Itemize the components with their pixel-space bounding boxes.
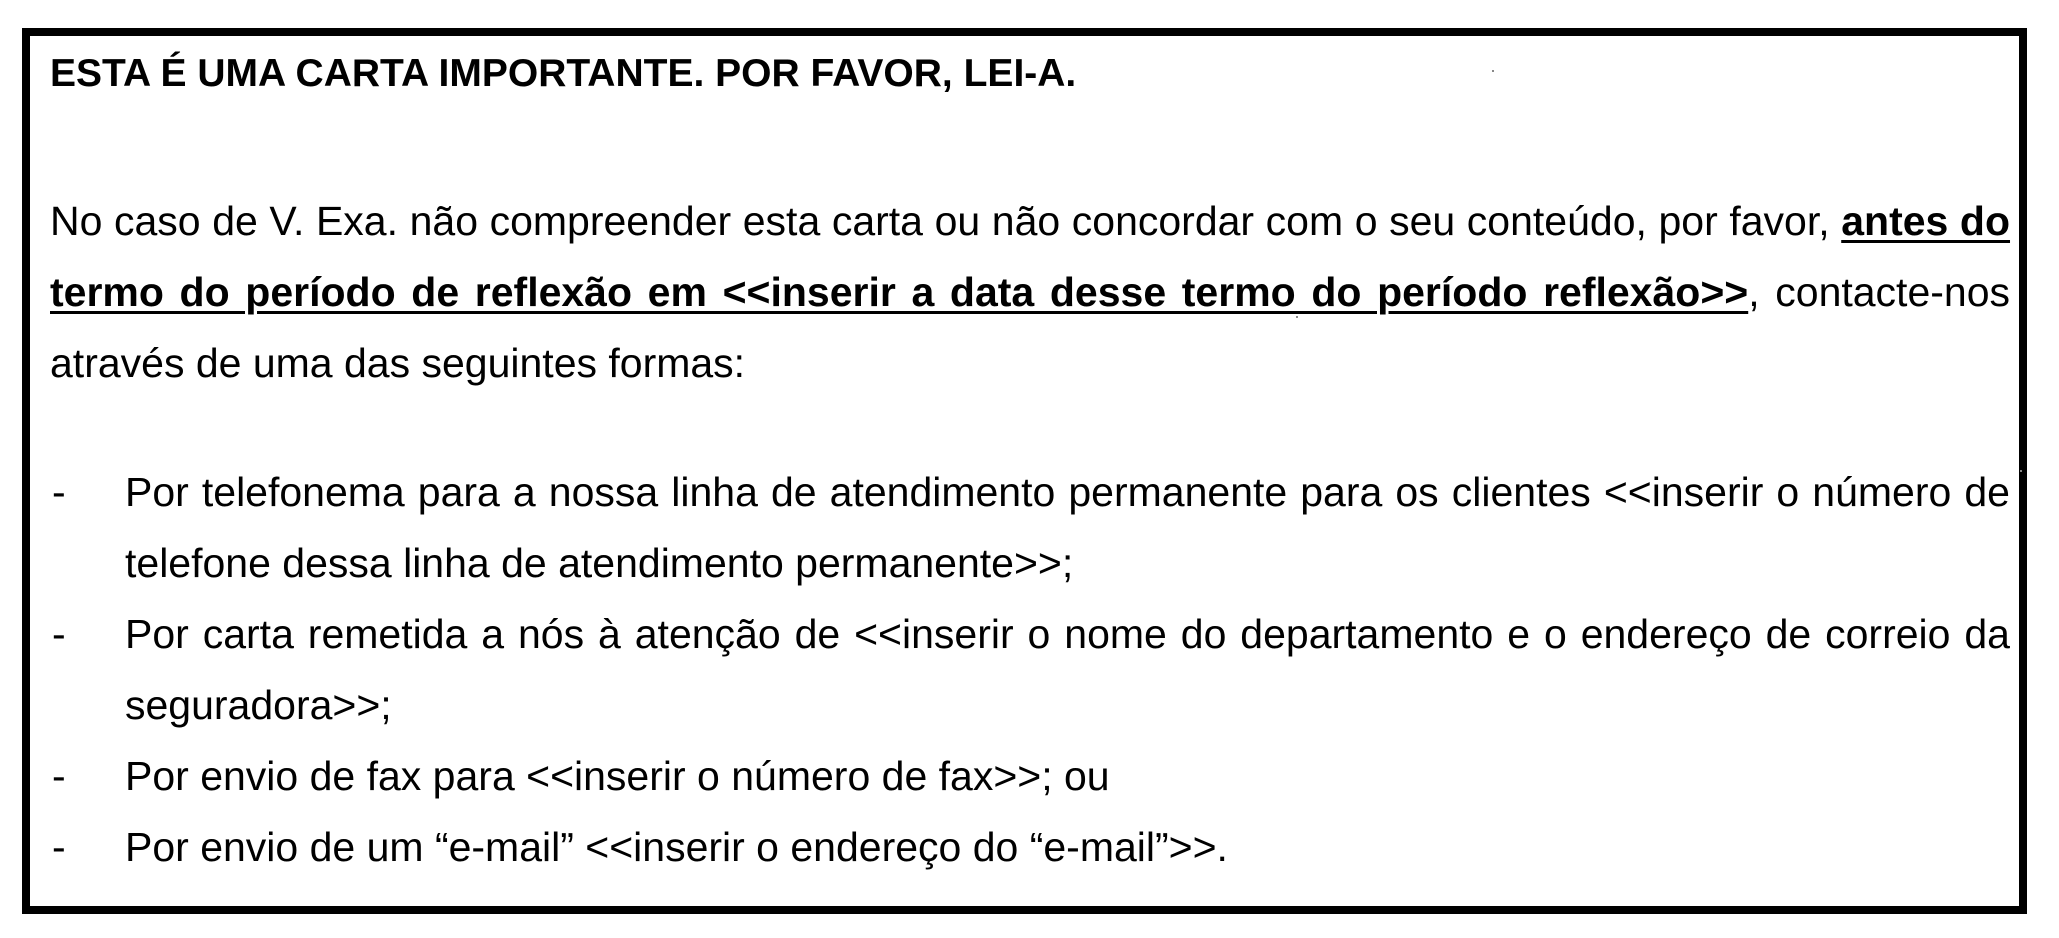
intro-text-end: , contacte-nos através de uma das seguintes formas: — [50, 269, 2011, 386]
scan-speck — [2020, 470, 2022, 472]
contact-method-text: Por telefonema para a nossa linha de atendimento permanente para os clientes <<inserir o número de telefone dessa linha de atendimento permanente>>; — [125, 469, 2010, 586]
contact-method-text: Por envio de fax para <<inserir o número de fax>>; ou — [125, 753, 1110, 799]
notice-heading: ESTA É UMA CARTA IMPORTANTE. POR FAVOR, LEI-A. — [50, 52, 1077, 95]
contact-method-letter — [50, 599, 2010, 741]
contact-method-fax — [50, 741, 2010, 812]
contact-methods-list — [50, 457, 2010, 883]
bullet-dash: - — [52, 753, 66, 799]
notice-intro — [50, 186, 2010, 399]
contact-method-text: Por envio de um “e-mail” <<inserir o endereço do “e-mail”>>. — [125, 824, 1228, 870]
reflection-period-deadline: antes do termo do período de reflexão em <<inserir a data desse termo do período reflexão>> — [50, 198, 2011, 315]
contact-method-email — [50, 812, 2010, 883]
notice-content — [50, 48, 2010, 883]
bullet-dash: - — [52, 824, 66, 870]
contact-method-text: Por carta remetida a nós à atenção de <<inserir o nome do departamento e o endereço de correio da seguradora>>; — [125, 611, 2010, 728]
bullet-dash: - — [52, 469, 66, 515]
bullet-dash: - — [52, 611, 66, 657]
intro-text: No caso de V. Exa. não compreender esta carta ou não concordar com o seu conteúdo, por favor, — [50, 198, 1842, 244]
contact-method-phone — [50, 457, 2010, 599]
